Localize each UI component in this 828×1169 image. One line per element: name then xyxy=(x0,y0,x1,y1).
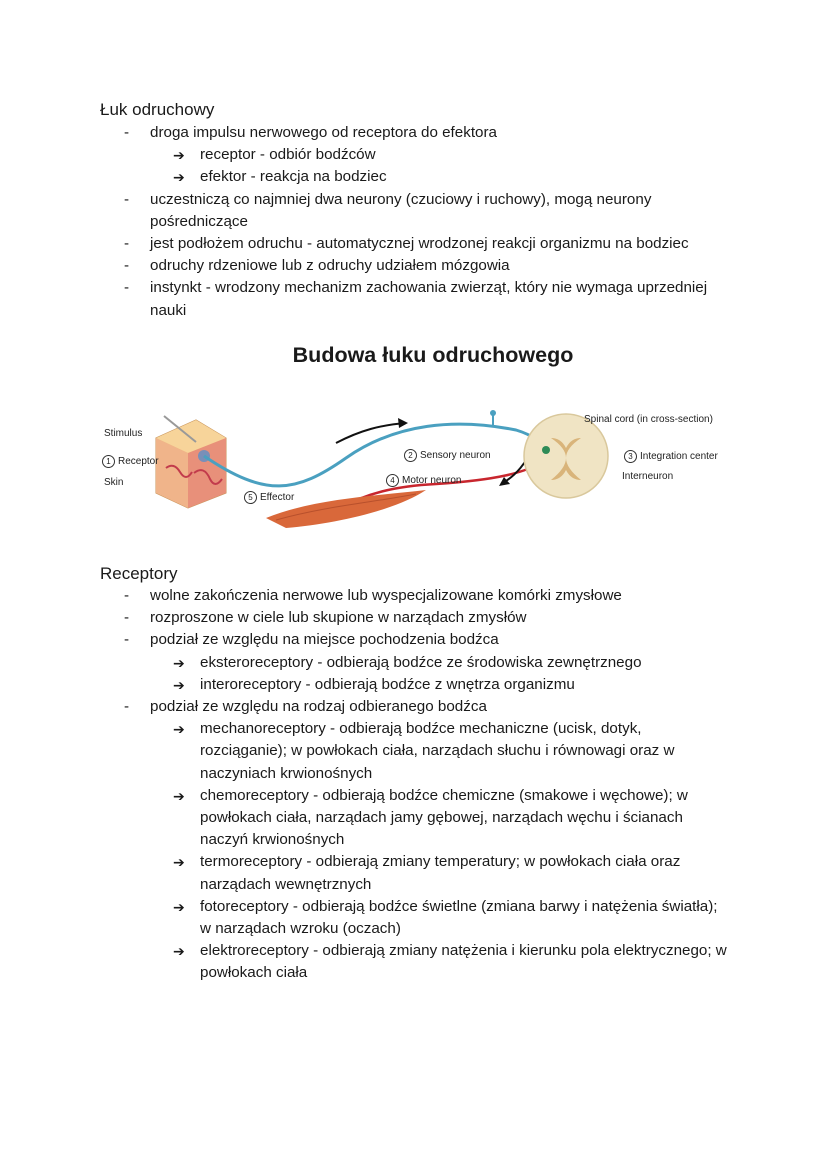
list-item: - instynkt - wrodzony mechanizm zachowania zwierząt, który nie wymaga uprzedniej nauki xyxy=(124,279,708,319)
figure-title: Budowa łuku odruchowego xyxy=(292,343,574,367)
list-item: - wolne zakończenia nerwowe lub wyspecjalizowane komórki zmysłowe xyxy=(0,585,720,607)
number-badge: 1 xyxy=(102,455,115,468)
arrow-bullet-icon: ➔ xyxy=(173,943,185,960)
label-receptor: 1 Receptor xyxy=(102,455,159,468)
sub-list-item: ➔ efektor - reakcja na bodziec xyxy=(0,166,730,188)
list-item: - podział ze względu na miejsce pochodzenia bodźca xyxy=(0,629,720,651)
number-badge: 5 xyxy=(244,491,257,504)
arrow-bullet-icon: ➔ xyxy=(173,898,185,915)
label-interneuron: Interneuron xyxy=(622,471,674,482)
bullet-dash: - xyxy=(124,609,130,627)
bullet-dash: - xyxy=(124,698,130,716)
bullet-dash: - xyxy=(124,235,130,253)
arrow-bullet-icon: ➔ xyxy=(173,147,185,164)
list-item: - odruchy rdzeniowe lub z odruchy udziałem mózgowia xyxy=(0,255,720,277)
sub-list-item: ➔ eksteroreceptory - odbierają bodźce ze środowiska zewnętrznego xyxy=(0,652,730,674)
label-sensory-neuron: 2 Sensory neuron xyxy=(404,449,491,462)
sub-list-item: ➔ fotoreceptory - odbierają bodźce świetlne (zmiana barwy i natężenia światła); w narządach wzroku (oczach) xyxy=(173,897,718,938)
arrow-bullet-icon: ➔ xyxy=(173,654,185,671)
sub-list-item: ➔ elektroreceptory - odbierają zmiany natężenia i kierunku pola elektrycznego; w powłokach ciała xyxy=(173,942,727,982)
receptors-list xyxy=(0,585,828,985)
list-item: - rozproszone w ciele lub skupione w narządach zmysłów xyxy=(0,607,720,629)
label-skin: Skin xyxy=(104,477,124,488)
reflex-arc-list xyxy=(0,122,828,322)
arrow-bullet-icon: ➔ xyxy=(173,787,185,804)
list-item: - jest podłożem odruchu - automatycznej wrodzonej reakcji organizmu na bodziec xyxy=(0,233,720,255)
arrow-bullet-icon: ➔ xyxy=(173,676,185,693)
number-badge: 2 xyxy=(404,449,417,462)
sub-list-item: ➔ mechanoreceptory - odbierają bodźce mechaniczne (ucisk, dotyk, rozciąganie); w powłokach ciała, narządach słuchu i równowagi oraz w naczyniach krwionośnych xyxy=(173,720,675,782)
bullet-dash: - xyxy=(124,587,130,604)
label-effector: 5 Effector xyxy=(244,491,294,504)
label-stimulus: Stimulus xyxy=(104,428,143,439)
bullet-dash: - xyxy=(124,190,130,208)
list-item: - uczestniczą co najmniej dwa neurony (czuciowy i ruchowy), mogą neurony pośredniczące xyxy=(124,190,652,230)
bullet-dash: - xyxy=(124,279,130,297)
label-spinal-cord: Spinal cord (in cross-section) xyxy=(584,414,713,425)
arrow-bullet-icon: ➔ xyxy=(173,169,185,186)
list-item: - podział ze względu na rodzaj odbieranego bodźca xyxy=(0,696,720,718)
label-motor-neuron: 4 Motor neuron xyxy=(386,474,461,487)
bullet-dash: - xyxy=(124,124,130,141)
section-heading-receptory: Receptory xyxy=(100,564,178,583)
reflex-arc-diagram xyxy=(96,398,736,538)
arrow-bullet-icon: ➔ xyxy=(173,721,185,738)
arrow-bullet-icon: ➔ xyxy=(173,854,185,871)
sub-list-item: ➔ interoreceptory - odbierają bodźce z wnętrza organizmu xyxy=(0,674,730,696)
number-badge: 4 xyxy=(386,474,399,487)
bullet-dash: - xyxy=(124,257,130,275)
number-badge: 3 xyxy=(624,450,637,463)
list-item: - droga impulsu nerwowego od receptora do efektora xyxy=(0,122,720,144)
spinal-cord-graphic xyxy=(524,414,608,498)
section-heading-luk-odruchowy: Łuk odruchowy xyxy=(100,100,215,119)
sub-list-item: ➔ termoreceptory - odbierają zmiany temperatury; w powłokach ciała oraz narządach wewnętrznych xyxy=(173,853,681,893)
label-integration-center: 3 Integration center xyxy=(624,450,718,463)
bullet-dash: - xyxy=(124,631,130,649)
sub-list-item: ➔ receptor - odbiór bodźców xyxy=(0,144,730,166)
sub-list-item: ➔ chemoreceptory - odbierają bodźce chemiczne (smakowe i węchowe); w powłokach ciała, narządach jamy gębowej, narządach węchu i ścianach naczyń krwionośnych xyxy=(173,786,688,849)
